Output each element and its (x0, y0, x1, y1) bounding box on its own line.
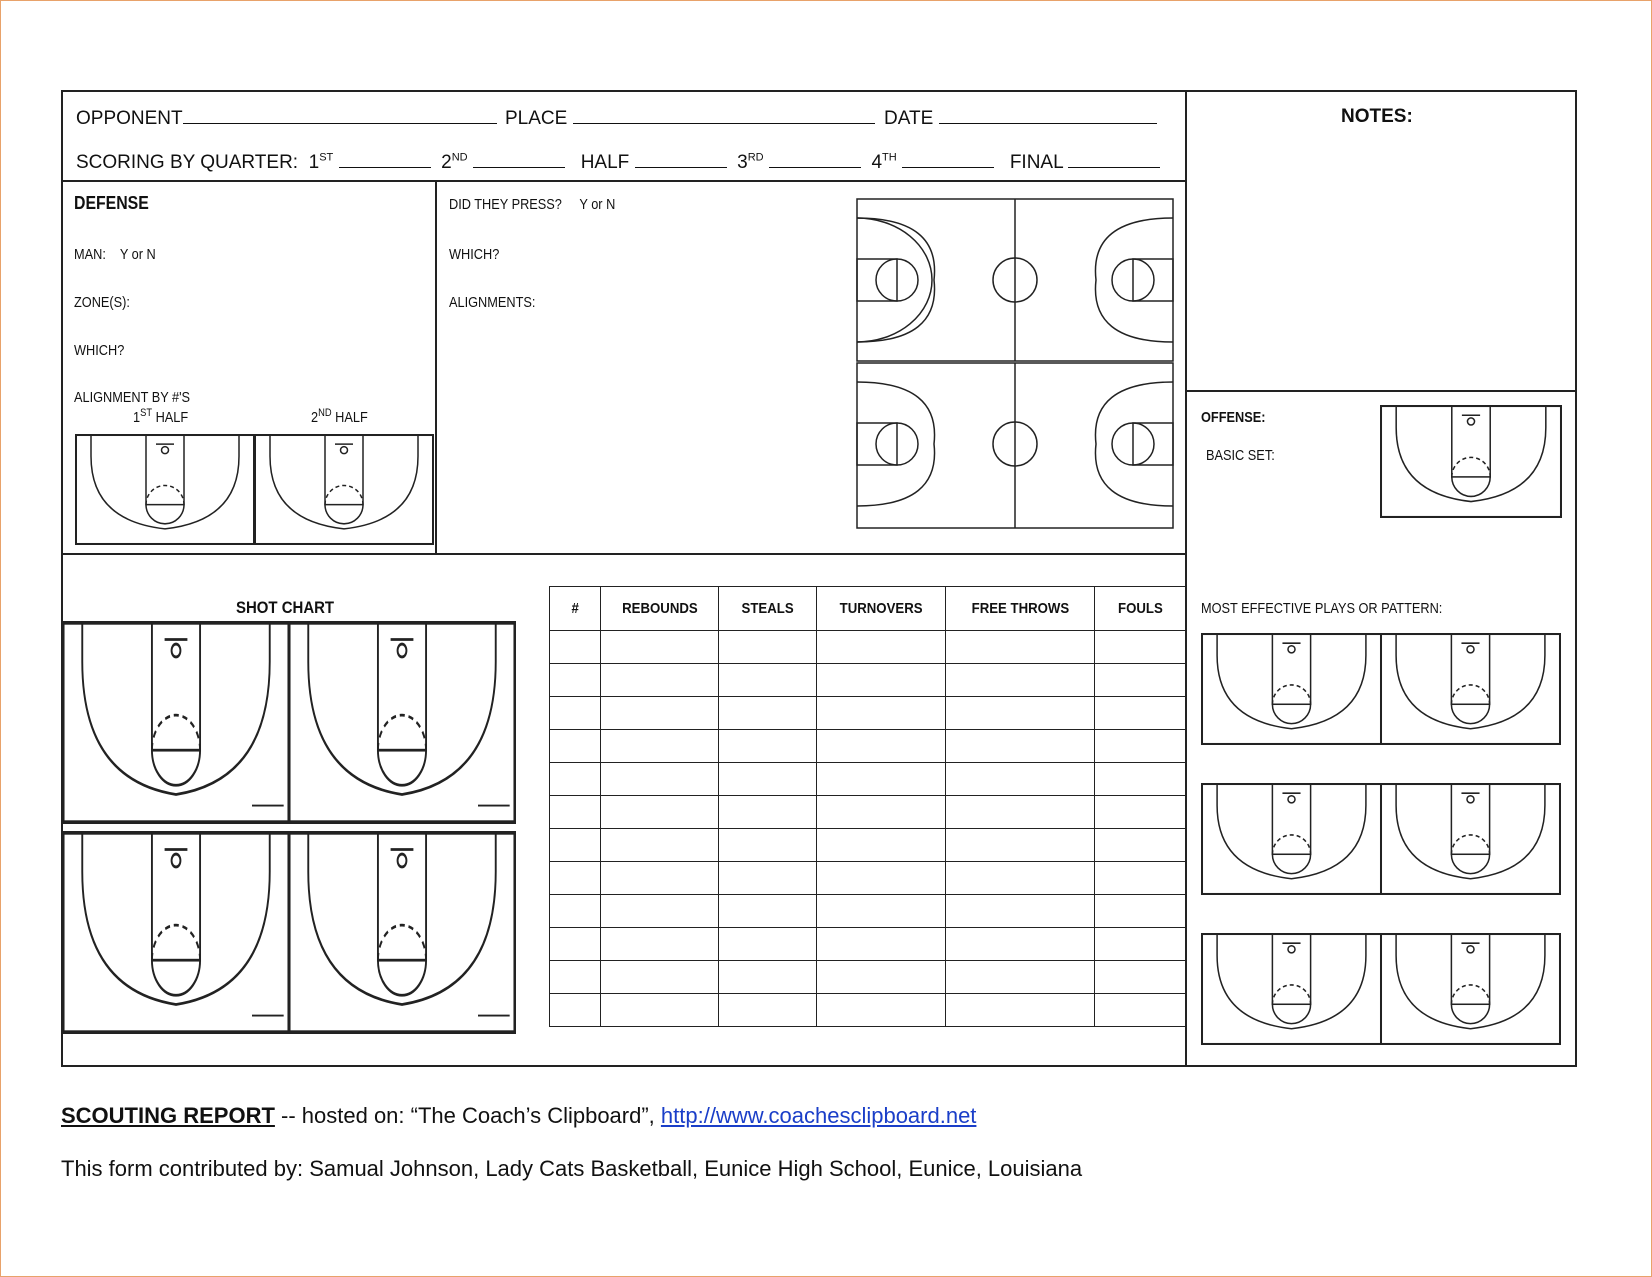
stats-cell[interactable] (550, 664, 601, 697)
shot-chart-court-1[interactable] (62, 621, 290, 824)
press-options[interactable]: Y or N (579, 196, 616, 213)
stats-cell[interactable] (817, 631, 946, 664)
scoring-row (76, 149, 1160, 174)
stats-cell[interactable] (1095, 994, 1186, 1027)
notes-title: NOTES: (1341, 106, 1413, 127)
first-half-label: 1ST HALF (133, 407, 189, 426)
place-field[interactable] (505, 105, 875, 130)
footer-contributed: This form contributed by: Samual Johnson, Lady Cats Basketball, Eunice High School, Eunice, Louisiana (61, 1156, 1083, 1181)
stats-cell[interactable] (550, 631, 601, 664)
stats-row (550, 796, 1186, 829)
stats-cell[interactable] (945, 961, 1094, 994)
date-field[interactable] (884, 105, 1157, 130)
opponent-label: OPPONENT (76, 108, 183, 129)
stats-cell[interactable] (719, 895, 817, 928)
zones-label: ZONE(S): (74, 294, 130, 311)
stats-cell[interactable] (719, 928, 817, 961)
defense-press-divider (435, 180, 437, 555)
stats-cell[interactable] (945, 796, 1094, 829)
stats-cell[interactable] (817, 697, 946, 730)
stats-cell[interactable] (719, 730, 817, 763)
alignment-court-first-half[interactable] (75, 434, 255, 545)
site-link[interactable]: http://www.coachesclipboard.net (660, 1103, 977, 1128)
stats-cell[interactable] (719, 631, 817, 664)
press-row (449, 196, 615, 213)
alignment-court-second-half[interactable] (254, 434, 434, 545)
play-court-5[interactable] (1201, 933, 1382, 1045)
stats-cell[interactable] (817, 961, 946, 994)
stats-row (550, 664, 1186, 697)
offense-basic-set-court[interactable] (1380, 405, 1562, 518)
stats-cell[interactable] (1095, 631, 1186, 664)
stats-cell[interactable] (945, 763, 1094, 796)
stats-cell[interactable] (600, 895, 719, 928)
q4-field[interactable]: 4TH (866, 152, 994, 173)
stats-cell[interactable] (1095, 763, 1186, 796)
header-divider (61, 180, 1187, 182)
basic-set-label: BASIC SET: (1206, 447, 1275, 464)
col-free-throws: FREE THROWS (945, 587, 1094, 631)
stats-cell[interactable] (550, 994, 601, 1027)
stats-cell[interactable] (600, 994, 719, 1027)
offense-title: OFFENSE: (1201, 409, 1266, 426)
press-alignments-label: ALIGNMENTS: (449, 294, 536, 311)
stats-cell[interactable] (600, 928, 719, 961)
stats-cell[interactable] (945, 994, 1094, 1027)
section-divider (61, 553, 1187, 555)
stats-cell[interactable] (1095, 928, 1186, 961)
stats-cell[interactable] (1095, 895, 1186, 928)
stats-cell[interactable] (719, 961, 817, 994)
stats-header-row (550, 587, 1186, 631)
col-rebounds: REBOUNDS (600, 587, 719, 631)
shot-chart-title: SHOT CHART (236, 598, 335, 617)
full-court-bottom[interactable] (856, 362, 1174, 529)
play-court-3[interactable] (1201, 783, 1382, 895)
stats-cell[interactable] (719, 664, 817, 697)
stats-cell[interactable] (600, 730, 719, 763)
stats-cell[interactable] (550, 895, 601, 928)
report-title: SCOUTING REPORT (61, 1103, 275, 1128)
q3-field[interactable]: 3RD (732, 152, 861, 173)
stats-cell[interactable] (1095, 730, 1186, 763)
stats-cell[interactable] (1095, 961, 1186, 994)
full-court-top[interactable] (856, 198, 1174, 362)
alignment-label: ALIGNMENT BY #'S (74, 389, 191, 406)
stats-cell[interactable] (1095, 664, 1186, 697)
stats-cell[interactable] (719, 862, 817, 895)
shot-chart-court-2[interactable] (288, 621, 516, 824)
stats-row (550, 961, 1186, 994)
stats-cell[interactable] (945, 862, 1094, 895)
stats-cell[interactable] (817, 763, 946, 796)
final-field[interactable]: FINAL (999, 152, 1160, 173)
plays-label: MOST EFFECTIVE PLAYS OR PATTERN: (1201, 600, 1443, 617)
play-court-4[interactable] (1380, 783, 1561, 895)
stats-cell[interactable] (945, 664, 1094, 697)
stats-cell[interactable] (817, 862, 946, 895)
stats-cell[interactable] (600, 862, 719, 895)
place-label: PLACE (505, 108, 568, 129)
stats-cell[interactable] (719, 796, 817, 829)
stats-cell[interactable] (550, 928, 601, 961)
stats-cell[interactable] (945, 631, 1094, 664)
shot-chart-court-3[interactable] (62, 831, 290, 1034)
stats-cell[interactable] (817, 994, 946, 1027)
stats-cell[interactable] (719, 763, 817, 796)
notes-offense-divider (1185, 390, 1577, 392)
stats-cell[interactable] (817, 829, 946, 862)
stats-cell[interactable] (550, 796, 601, 829)
stats-row (550, 763, 1186, 796)
stats-cell[interactable] (550, 829, 601, 862)
defense-title: DEFENSE (74, 193, 149, 213)
stats-cell[interactable] (817, 730, 946, 763)
stats-cell[interactable] (719, 994, 817, 1027)
stats-cell[interactable] (1095, 862, 1186, 895)
stats-cell[interactable] (719, 697, 817, 730)
stats-cell[interactable] (600, 829, 719, 862)
play-court-2[interactable] (1380, 633, 1561, 745)
scoring-label: SCORING BY QUARTER: (76, 152, 299, 173)
stats-cell[interactable] (550, 961, 601, 994)
stats-cell[interactable] (600, 631, 719, 664)
opponent-field[interactable] (76, 105, 497, 130)
stats-cell[interactable] (550, 730, 601, 763)
stats-cell[interactable] (817, 664, 946, 697)
col-number: # (550, 587, 601, 631)
stats-cell[interactable] (550, 697, 601, 730)
stats-cell[interactable] (945, 829, 1094, 862)
stats-row (550, 730, 1186, 763)
shot-chart-court-4[interactable] (288, 831, 516, 1034)
stats-cell[interactable] (1095, 697, 1186, 730)
stats-cell[interactable] (817, 895, 946, 928)
man-row (74, 246, 156, 263)
stats-row (550, 994, 1186, 1027)
stats-cell[interactable] (600, 796, 719, 829)
hosted-text: -- hosted on: “The Coach’s Clipboard”, (274, 1103, 661, 1128)
man-label: MAN: (74, 246, 106, 263)
col-steals: STEALS (719, 587, 817, 631)
stats-cell[interactable] (945, 697, 1094, 730)
stats-cell[interactable] (945, 895, 1094, 928)
man-options[interactable]: Y or N (119, 246, 156, 263)
play-court-1[interactable] (1201, 633, 1382, 745)
stats-table (549, 586, 1186, 1027)
stats-cell[interactable] (1095, 829, 1186, 862)
second-half-label: 2ND HALF (311, 407, 368, 426)
col-turnovers: TURNOVERS (817, 587, 946, 631)
stats-cell[interactable] (817, 796, 946, 829)
stats-cell[interactable] (550, 763, 601, 796)
stats-cell[interactable] (817, 928, 946, 961)
stats-row (550, 697, 1186, 730)
stats-row (550, 631, 1186, 664)
footer-hosted (61, 1103, 976, 1129)
stats-cell[interactable] (550, 862, 601, 895)
stats-cell[interactable] (600, 961, 719, 994)
q2-field[interactable]: 2ND (436, 152, 565, 173)
stats-cell[interactable] (1095, 796, 1186, 829)
stats-row (550, 862, 1186, 895)
press-question: DID THEY PRESS? (449, 196, 562, 213)
col-fouls: FOULS (1095, 587, 1186, 631)
half-field[interactable]: HALF (570, 152, 726, 173)
stats-cell[interactable] (719, 829, 817, 862)
play-court-6[interactable] (1380, 933, 1561, 1045)
stats-row (550, 928, 1186, 961)
stats-row (550, 895, 1186, 928)
defense-which-label: WHICH? (74, 342, 125, 359)
q1-field[interactable]: 1ST (303, 152, 430, 173)
stats-cell[interactable] (945, 928, 1094, 961)
press-which-label: WHICH? (449, 246, 500, 263)
date-label: DATE (884, 108, 934, 129)
stats-row (550, 829, 1186, 862)
stats-cell[interactable] (600, 664, 719, 697)
stats-cell[interactable] (600, 697, 719, 730)
stats-cell[interactable] (600, 763, 719, 796)
stats-cell[interactable] (945, 730, 1094, 763)
